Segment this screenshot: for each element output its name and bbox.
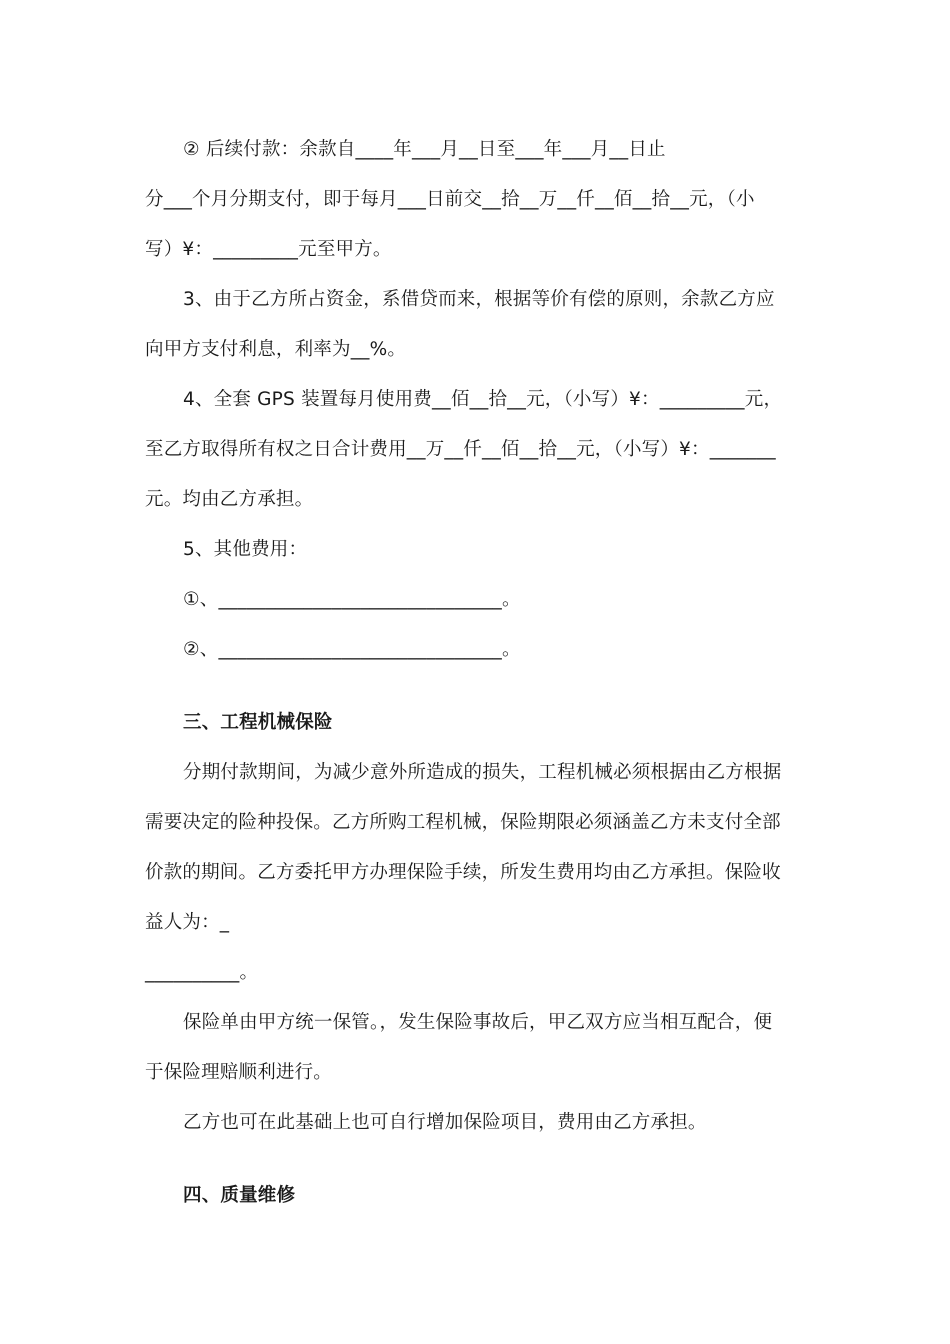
policy-custody-line-1: 保险单由甲方统一保管。，发生保险事故后，甲乙双方应当相互配合，便	[183, 1012, 773, 1033]
other-fee-item-1: ①、______________________________。	[183, 589, 521, 610]
additional-insurance-line: 乙方也可在此基础上也可自行增加保险项目，费用由乙方承担。	[183, 1112, 707, 1133]
insurance-paragraph-line-4: 益人为：_	[145, 912, 230, 933]
subsequent-payment-line: ② 后续付款：余款自____年___月__日至___年___月__日止	[183, 139, 666, 160]
insurance-paragraph-line-3: 价款的期间。乙方委托甲方办理保险手续，所发生费用均由乙方承担。保险收	[145, 862, 781, 883]
clause-4-line-1: 4、全套 GPS 装置每月使用费__佰__拾__元，（小写）¥：_________元，	[183, 389, 783, 410]
other-fee-item-2: ②、______________________________。	[183, 639, 521, 660]
insurance-paragraph-line-1: 分期付款期间，为减少意外所造成的损失，工程机械必须根据由乙方根据	[183, 762, 782, 783]
installment-terms-line: 分___个月分期支付，即于每月___日前交__拾__万__仟__佰__拾__元，（小	[145, 189, 755, 210]
section-4-heading: 四、质量维修	[183, 1185, 296, 1206]
clause-3-line-1: 3、由于乙方所占资金，系借贷而来，根据等价有偿的原则，余款乙方应	[183, 289, 775, 310]
clause-4-line-2: 至乙方取得所有权之日合计费用__万__仟__佰__拾__元，（小写）¥：_______	[145, 439, 776, 460]
insurance-paragraph-line-2: 需要决定的险种投保。乙方所购工程机械，保险期限必须涵盖乙方未支付全部	[145, 812, 781, 833]
beneficiary-blank-line: __________。	[145, 962, 259, 983]
section-3-heading: 三、工程机械保险	[183, 712, 333, 733]
clause-4-line-3: 元。均由乙方承担。	[145, 489, 314, 510]
installment-amount-line: 写）¥：_________元至甲方。	[145, 239, 392, 260]
clause-3-line-2: 向甲方支付利息，利率为__%。	[145, 339, 407, 360]
policy-custody-line-2: 于保险理赔顺利进行。	[145, 1062, 333, 1083]
clause-5-title: 5、其他费用：	[183, 539, 308, 560]
